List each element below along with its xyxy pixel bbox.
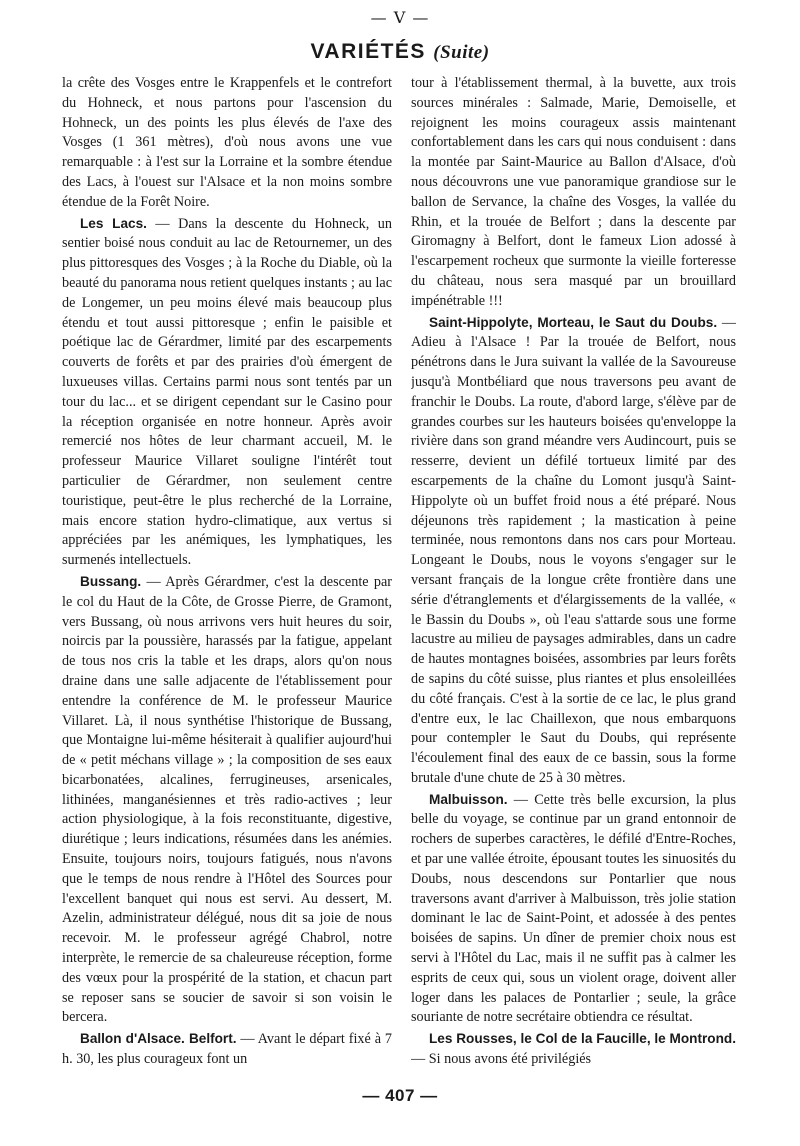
run-in-heading: Bussang.: [80, 573, 142, 589]
paragraph-text: — Avant le départ fixé à 7 h. 30, les plus courageux font un: [62, 1031, 392, 1068]
heading-title: VARIÉTÉS: [310, 40, 426, 63]
run-in-heading: Malbuisson.: [429, 791, 508, 807]
section-folio: — V —: [370, 8, 430, 27]
paragraph-text: — Dans la descente du Hohneck, un sentier boisé nous conduit au lac de Retournemer, un des plus pittoresques des Vosges ; à la Roche du Diable, où la beauté du panorama nous retient quelques instants ; au lac de Longemer, un peu moins élevé mais beaucoup plus étendu et tout aussi pittoresque ; enfin le paisible et poétique lac de Gérardmer, limité par des escarpements couverts de forêts et par des prairies d'où émergent de luxueuses villas. Certains parmi nous sont tentés par un tour du lac... et se dirigent cependant sur le Casino pour la réception organisée en notre honneur. Après avoir remercié nos hôtes de leur charmant accueil, M. le professeur Maurice Villaret souligne l'intérêt tout particulier de Gérardmer, non seulement centre touristique, peut-être le plus recherché de la Lorraine, mais encore station hydro-climatique, aux vertus si appréciées par les anémiques, les lymphatiques, les surmenés intellectuels.: [62, 215, 392, 569]
run-in-heading: Ballon d'Alsace. Belfort.: [80, 1031, 237, 1047]
paragraph-ballon-alsace: [62, 1029, 392, 1070]
paragraph-saint-hippolyte: [411, 313, 736, 789]
paragraph-hohneck: [62, 74, 392, 213]
paragraph-les-rousses: [411, 1029, 736, 1070]
paragraph-text: — Si nous avons été privilégiés: [411, 1051, 592, 1068]
paragraph-bussang: [62, 572, 392, 1028]
run-in-heading: Saint-Hippolyte, Morteau, le Saut du Doubs.: [429, 314, 718, 330]
paragraph-malbuisson: [411, 790, 736, 1029]
paragraph-text: — Cette très belle excursion, la plus belle du voyage, se continue par un grand entonnoir de rochers de superbes caractères, le défilé d'Entre-Roches, et par une vallée étroite, épousant toutes les sinuosités du Doubs, nous descendons sur Pontarlier que nous traversons avant d'arriver à Malbuisson, très jolie station dominant le lac de Saint-Point, et adossée à des pentes boisées de sapins. Un dîner de premier choix nous est servi à l'Hôtel du Lac, mais il ne suffit pas à calmer les esprits de ceux qui, sous un violent orage, doivent aller loger dans les palaces de Pontarlier ; seule, la grâce souriante de notre secrétaire obtiendra ce résultat.: [411, 791, 736, 1026]
paragraph-text: la crête des Vosges entre le Krappenfels et le contrefort du Hohneck, et nous partons pour l'ascension du Hohneck, un des points les plus élevés de l'axe des Vosges (1 361 mètres), d'où nous avons une vue remarquable : à l'est sur la Lorraine et la sombre étendue des Lacs, à l'ouest sur l'Alsace et la non moins sombre étendue de la Forêt Noire.: [62, 75, 392, 210]
paragraph-les-lacs: [62, 214, 392, 571]
section-heading: [0, 40, 800, 64]
left-column: [62, 74, 392, 1084]
page-number: — 407 —: [362, 1086, 438, 1105]
run-in-heading: Les Lacs.: [80, 215, 147, 231]
paragraph-text: tour à l'établissement thermal, à la buvette, aux trois sources minérales : Salmade, Marie, Demoiselle, et rejoignent les moins courageux assis maintenant confortablement dans les cars qui nous conduisent : dans la montée par Saint-Maurice au Ballon d'Alsace, d'où nous découvrons une vue panoramique grandiose sur le ballon de Servance, la chaîne des Vosges, la vallée du Rhin, et la trouée de Belfort ; dans la descente par Giromagny à Belfort, dont le fameux Lion adossé à l'escarpement rocheux que surmonte la vieille forteresse du château, nous sera masqué par un brouillard impénétrable !!!: [411, 75, 736, 309]
paragraph-text: — Adieu à l'Alsace ! Par la trouée de Belfort, nous pénétrons dans le Jura suivant la vallée de la Savoureuse jusqu'à Montbéliard que nous traversons peu avant de franchir le Doubs. La route, d'abord large, s'élève par de grandes courbes sur les hauteurs boisées qu'enveloppe la rivière dans son grand méandre vers Audincourt, puis se resserre, devient un défilé tortueux limité par des escarpements de la chaîne du Lomont jusqu'à Saint-Hippolyte où un buffet froid nous a été préparé. Nous déjeunons très rapidement ; la mastication à peine terminée, nous remontons dans nos cars pour Morteau. Longeant le Doubs, nous le voyons s'engager sur le versant français de la longue crête frontière dans une série d'étranglements et d'élargissements de la vallée, « le Bassin du Doubs », où l'eau s'attarde sous une forme lacustre au milieu de paysages admirables, dans un cadre de hautes montagnes boisées, assombries par leurs forêts de sapins du côté suisse, plus riantes et plus ensoleillées du côté français. C'est à la sortie de ce lac, le plus grand d'entre eux, le lac Chaillexon, que nous embarquons pour contempler le Saut du Doubs, qui représente l'écoulement final des eaux de ce bassin, sous la forme brutale d'une chute de 25 à 30 mètres.: [411, 314, 736, 786]
run-in-heading: Les Rousses, le Col de la Faucille, le Montrond.: [429, 1031, 736, 1047]
paragraph-ballon-continued: [411, 74, 736, 312]
paragraph-text: — Après Gérardmer, c'est la descente par le col du Haut de la Côte, de Grosse Pierre, de Gramont, vers Bussang, où nous arrivons vers huit heures du soir, noircis par la poussière, harassés par la fatigue, appelant de tous nos cris la table et les draps, alors qu'on nous draine dans une salle adjacente de l'établissement pour entendre la conférence de M. le professeur Maurice Villaret. Là, il nous synthétise l'historique de Bussang, que Montaigne lui-même hésiterait à qualifier aujourd'hui de « petit méchans village » ; la composition de ses eaux bicarbonatées, alcalines, ferrugineuses, arsenicales, lithinées, manganésiennes et très radio-actives ; leur action physiologique, à la fois reconstituante, digestive, diurétique ; leurs indications, résumées dans les anémies. Ensuite, toujours noirs, toujours fatigués, nous n'avons que le temps de nous rendre à l'Hôtel des Sources pour l'excellent banquet qui nous est servi. Au dessert, M. Azelin, administrateur délégué, nous dit sa joie de nous recevoir. M. le professeur agrégé Chabrol, notre interprète, le remercie de sa chaleureuse réception, forme des vœux pour la prospérité de la station, et chacun part se reposer sans se soucier de savoir si son voisin le bercera.: [62, 573, 392, 1026]
right-column: [411, 74, 736, 1084]
heading-subtitle: (Suite): [433, 42, 490, 63]
